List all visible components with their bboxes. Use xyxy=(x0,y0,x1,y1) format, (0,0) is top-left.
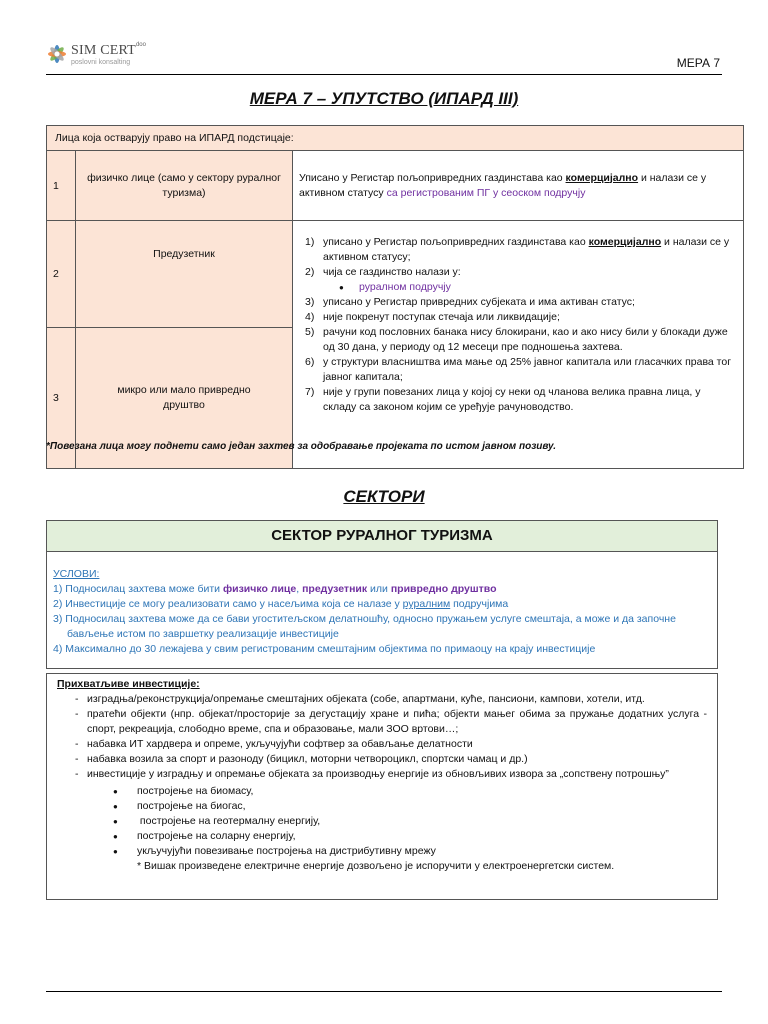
applicant-type: Предузетник xyxy=(76,221,293,328)
eligible-investments xyxy=(46,673,718,900)
list-item: - инвестиције у изградњу и опремање објеката за производњу енергије из обновљивих извора за „сопствену потрошњу” xyxy=(75,768,669,780)
applicant-type: физичко лице (само у сектору руралног туризма) xyxy=(76,151,293,221)
applicant-type: микро или мало привредно друштво xyxy=(76,328,293,469)
page-title: МЕРА 7 – УПУТСТВО (ИПАРД III) xyxy=(249,89,519,108)
sectors-title: СЕКТОРИ xyxy=(343,487,425,506)
page-label: МЕРА 7 xyxy=(676,56,720,70)
logo-doo: doo xyxy=(135,42,146,48)
requirements-cell xyxy=(293,221,744,469)
eligibility-table xyxy=(46,125,744,469)
logo xyxy=(46,42,146,66)
list-item: ● постројење на биогас, xyxy=(113,800,246,812)
surplus-note: * Вишак произведене електричне енергије дозвољено је испоручити у електроенергетски систем. xyxy=(137,860,615,872)
row-number: 2 xyxy=(47,221,76,328)
list-item: 5) рачуни код пословних банака нису блокирани, као и ако нису били у блокади дуже од 30 дана, у периоду од 12 месеци пре подношења захтева. xyxy=(305,326,728,353)
list-item: - набавка возила за спорт и разоноду (бицикл, моторни четвороцикл, спортски чамац и др.) xyxy=(75,753,528,765)
logo-subtitle: poslovni konsalting xyxy=(71,59,131,66)
footer-divider xyxy=(46,991,722,992)
list-item: - пратећи објекти (нпр. објекат/просторије за дегустацију хране и пића; објекти мањег обима за пружање додатних услуга - спорт, рекреација, слободно време, спа и образовање, мали ЗОО вртови…; xyxy=(75,708,707,735)
list-item: ● постројење на геотермалну енергију, xyxy=(113,815,321,827)
commercial-emphasis: комерцијално xyxy=(565,171,639,184)
rural-note: са регистрованим ПГ у сеоском подручју xyxy=(386,186,586,199)
list-item: 2) Инвестиције се могу реализовати само у насељима која се налазе у руралним подручјима xyxy=(53,598,509,610)
list-item: 3) уписано у Регистар привредних субјеката и има активан статус; xyxy=(305,296,635,308)
list-item: 1) Подносилац захтева може бити физичко лице, предузетник или привредно друштво xyxy=(53,583,497,595)
list-item: 3) Подносилац захтева може да се бави угоститељском делатношћу, односно пружањем услуге смештаја, а може и да започне бављење истом по завршетку реализације инвестиције xyxy=(53,613,676,640)
table-row xyxy=(47,151,744,221)
list-item: 2) чија се газдинство налази у: ● руралном подручју xyxy=(323,265,733,295)
footnote: *Повезана лица могу поднети само један захтев за одобравање пројеката по истом јавном позиву. xyxy=(46,441,557,452)
list-item: 4) није покренут поступак стечаја или ликвидације; xyxy=(305,311,560,323)
list-item: - изградња/реконструкција/опремање смештајних објеката (собе, апартмани, куће, пансиони, кампови, хотели, итд. xyxy=(75,693,645,705)
conditions-label: УСЛОВИ: xyxy=(53,568,100,580)
list-item: ● руралном подручју xyxy=(339,281,451,293)
table-row xyxy=(47,221,744,328)
logo-star-icon xyxy=(46,43,68,65)
sector-title: СЕКТОР РУРАЛНОГ ТУРИЗМА xyxy=(46,520,718,552)
list-item: 4) Максимално до 30 лежајева у свим регистрованим смештајним објектима по примаоцу на крају инвестиције xyxy=(53,643,596,655)
requirements-list xyxy=(299,235,733,415)
header-divider xyxy=(46,74,722,75)
sector-conditions xyxy=(46,551,718,669)
list-item: - набавка ИТ хардвера и опреме, укључујући софтвер за обављање делатности xyxy=(75,738,473,750)
row-conditions: Уписано у Регистар пољопривредних газдинстава као комерцијално и налази се у активном статусу са регистрованим ПГ у сеоском подручју xyxy=(293,151,744,221)
list-item: ● укључујући повезивање постројења на дистрибутивну мрежу xyxy=(113,845,436,857)
list-item: ● постројење на биомасу, xyxy=(113,785,254,797)
eligibility-header: Лица која остварују право на ИПАРД подстицаје: xyxy=(47,126,744,151)
list-item: ● постројење на соларну енергију, xyxy=(113,830,296,842)
row-number: 3 xyxy=(47,328,76,469)
logo-name: SIM CERT xyxy=(71,43,136,58)
row-number: 1 xyxy=(47,151,76,221)
list-item: 6) у структури власништва има мање од 25% јавног капитала или гласачких права тог јавног капитала; xyxy=(305,356,732,383)
list-item: 1) уписано у Регистар пољопривредних газдинстава као комерцијално и налази се у активном статусу; xyxy=(305,236,730,263)
investments-title: Прихватљиве инвестиције: xyxy=(57,678,200,690)
list-item: 7) није у групи повезаних лица у којој су неки од чланова велика правна лица, у складу са законом којим се уређује рачуноводство. xyxy=(305,386,701,413)
